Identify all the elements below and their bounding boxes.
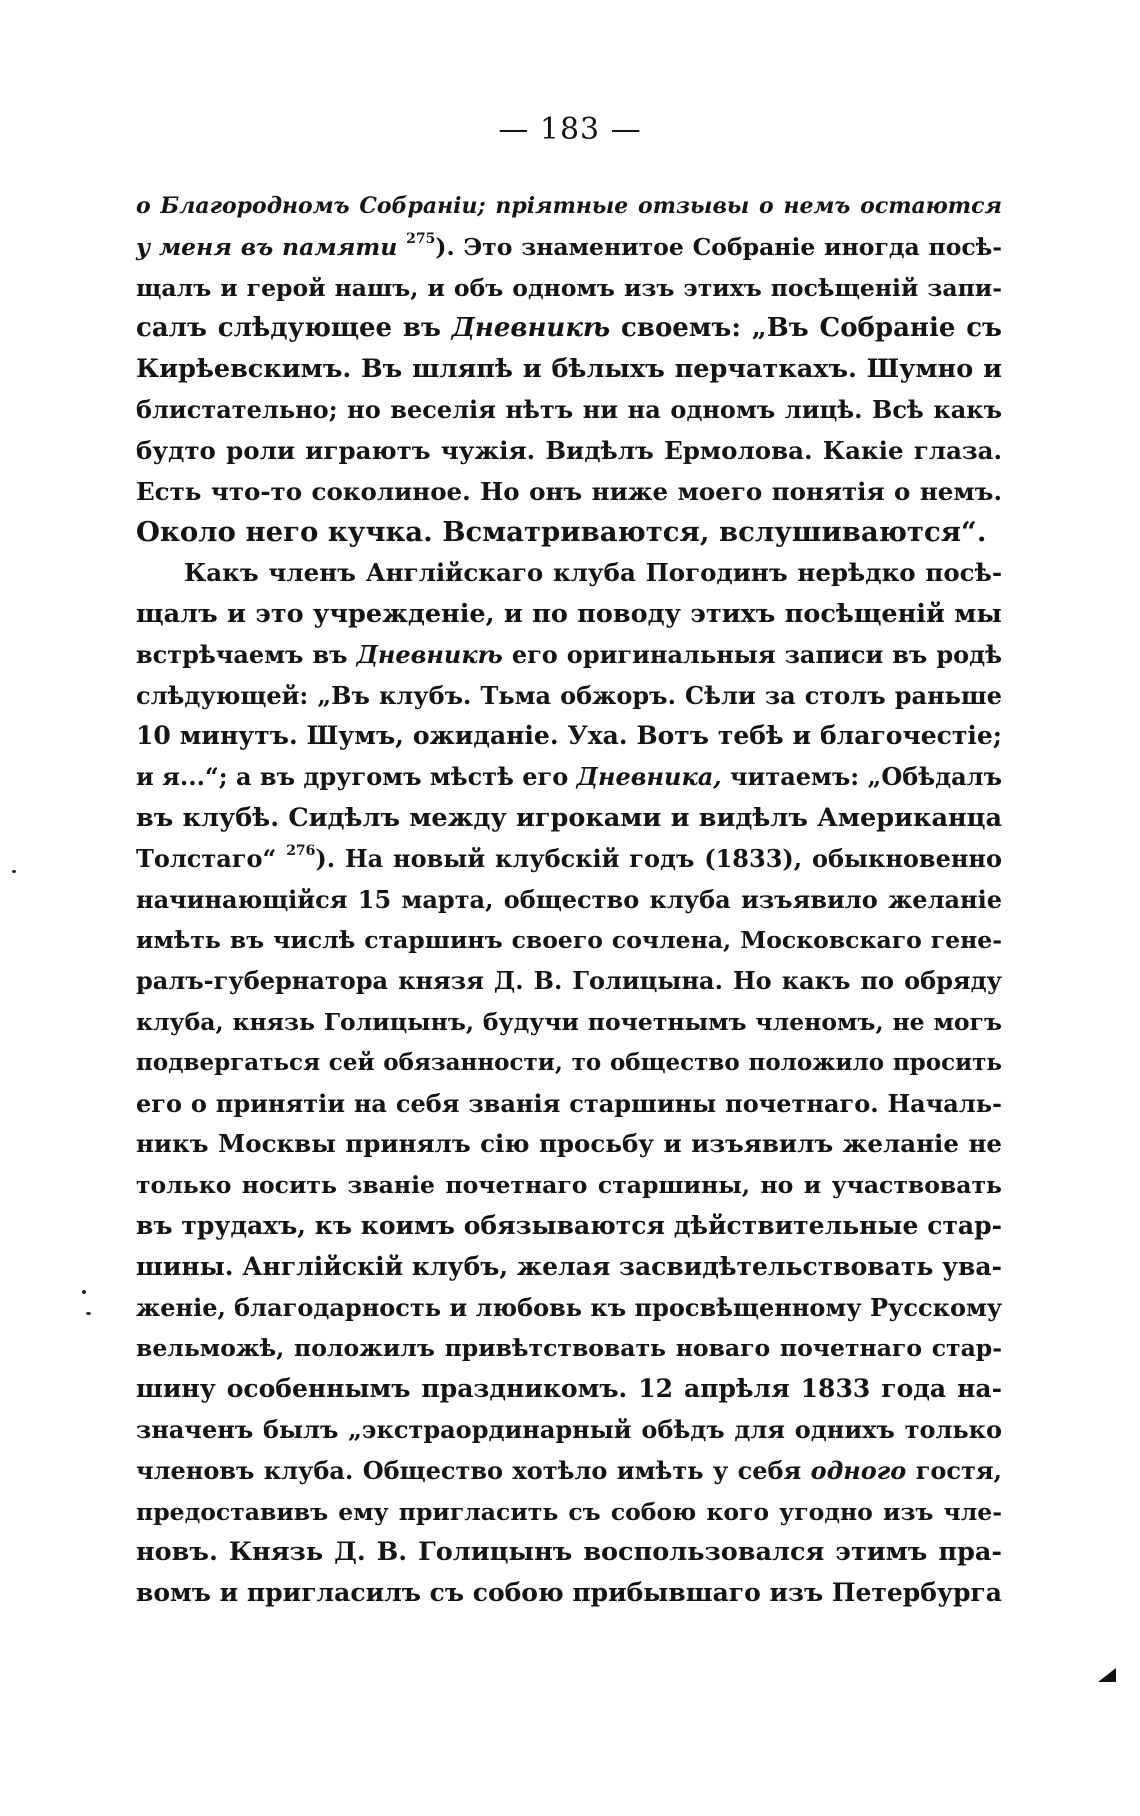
text-line: новъ. Князь Д. В. Голицынъ воспользовался этимъ пра- <box>136 1537 1002 1568</box>
text-line: слѣдующей: „Въ клубъ. Тьма обжоръ. Сѣли за столъ раньше <box>136 680 1002 710</box>
footnote-ref: 276 <box>286 842 316 859</box>
text-line: ралъ-губернатора князя Д. В. Голицына. Но какъ по обряду <box>136 966 1002 996</box>
text-line: Есть что-то соколиное. Но онъ ниже моего понятія о немъ. <box>136 476 1002 506</box>
text-line: Кирѣевскимъ. Въ шляпѣ и бѣлыхъ перчаткахъ. Шумно и <box>136 354 1002 385</box>
text-line: значенъ былъ „экстраординарный обѣдъ для однихъ только <box>136 1414 1002 1444</box>
text-line: вельможѣ, положилъ привѣтствовать новаго почетнаго стар- <box>136 1334 1002 1363</box>
text-line: подвергаться сей обязанности, то общество положило просить <box>136 1048 1002 1076</box>
scan-speck <box>12 870 16 873</box>
text-line: у меня въ памяти $^{275}$). Это знаменитое Собраніе иногда посѣ- <box>136 230 1003 261</box>
text-line: шины. Англійскій клубъ, желая засвидѣтельствовать ува- <box>136 1251 1002 1281</box>
footnote-ref: 275 <box>406 230 436 247</box>
text-line: начинающійся 15 марта, общество клуба изъявило желаніе <box>136 884 1002 914</box>
text-line: Около него кучка. Всматриваются, вслушиваются“. <box>136 516 987 549</box>
scan-speck <box>86 1312 91 1315</box>
text-line: встрѣчаемъ въ Дневникѣ его оригинальныя записи въ родѣ <box>136 639 1002 669</box>
text-line: будто роли играютъ чужія. Видѣлъ Ермолова. Какіе глаза. <box>136 435 1002 465</box>
text-line: имѣть въ числѣ старшинъ своего сочлена, Московскаго гене- <box>136 926 1002 955</box>
text-line: и я...“; а въ другомъ мѣстѣ его Дневника, читаемъ: „Обѣдалъ <box>136 762 1002 792</box>
text-line: о Благородномъ Собраніи; пріятные отзывы о немъ остаются <box>136 193 1002 219</box>
text-line: салъ слѣдующее въ Дневникѣ своемъ: „Въ Собраніе съ <box>136 313 1002 344</box>
text-line: блистательно; но веселія нѣтъ ни на одномъ лицѣ. Всѣ какъ <box>136 394 1002 424</box>
scan-speck <box>82 1290 86 1294</box>
body-text <box>136 186 1002 1614</box>
text-line: Какъ членъ Англійскаго клуба Погодинъ нерѣдко посѣ- <box>184 558 1002 588</box>
scan-corner-mark <box>1098 1668 1116 1682</box>
text-line: его о принятіи на себя званія старшины почетнаго. Началь- <box>136 1088 1002 1118</box>
text-line: щалъ и это учрежденіе, и по поводу этихъ посѣщеній мы <box>136 598 1002 629</box>
text-line: шину особеннымъ праздникомъ. 12 апрѣля 1833 года на- <box>136 1374 1002 1404</box>
text-line: вомъ и пригласилъ съ собою прибывшаго изъ Петербурга <box>136 1578 1002 1608</box>
text-line: никъ Москвы принялъ сію просьбу и изъявилъ желаніе не <box>136 1129 1002 1159</box>
text-line: членовъ клуба. Общество хотѣло имѣть у себя одного гостя, <box>136 1455 1002 1485</box>
text-line: только носить званіе почетнаго старшины, но и участвовать <box>136 1171 1002 1200</box>
text-line: 10 минутъ. Шумъ, ожиданіе. Уха. Вотъ тебѣ и благочестіе; <box>136 721 1002 751</box>
text-line: клуба, князь Голицынъ, будучи почетнымъ членомъ, не могъ <box>136 1007 1002 1036</box>
page-number: — 183 — <box>498 112 642 147</box>
text-line: въ клубѣ. Сидѣлъ между игроками и видѣлъ Американца <box>136 802 1002 833</box>
text-line: женіе, благодарность и любовь къ просвѣщенному Русскому <box>136 1292 1003 1322</box>
text-line: въ трудахъ, къ коимъ обязываются дѣйствительные стар- <box>136 1210 1002 1240</box>
text-line: Толстаго“ $^{276}$). На новый клубскій годъ (1833), обыкновенно <box>136 842 1003 873</box>
text-line: щалъ и герой нашъ, и объ одномъ изъ этихъ посѣщеній запи- <box>136 273 1002 302</box>
text-line: предоставивъ ему пригласить съ собою кого угодно изъ чле- <box>136 1497 1002 1526</box>
